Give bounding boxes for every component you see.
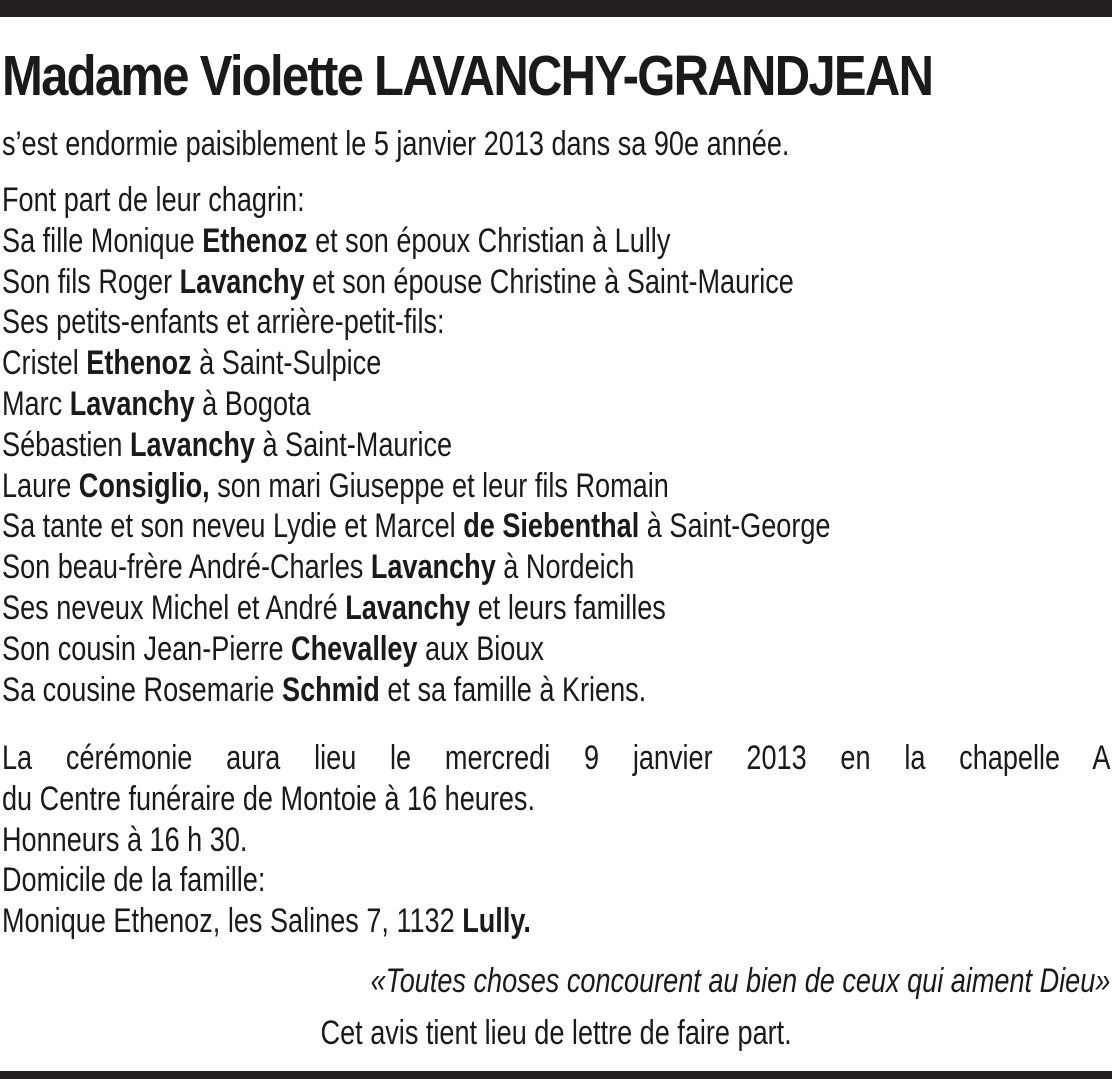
family-heading: Font part de leur chagrin: [2, 181, 305, 219]
family-line: Sa fille Monique Ethenoz et son époux Christian à Lully [2, 221, 671, 260]
family-line: Ses petits-enfants et arrière-petit-fils: [2, 303, 445, 342]
family-line: Son fils Roger Lavanchy et son épouse Christine à Saint-Maurice [2, 262, 794, 301]
honours-text: Honneurs à 16 h 30. [2, 820, 248, 859]
notice-line: Cet avis tient lieu de lettre de faire part. [320, 1014, 792, 1052]
deceased-name: Madame Violette LAVANCHY-GRANDJEAN [2, 44, 933, 108]
family-line: Marc Lavanchy à Bogota [2, 384, 311, 423]
family-address: Monique Ethenoz, les Salines 7, 1132 Lully. [2, 902, 531, 941]
family-line: Son cousin Jean-Pierre Chevalley aux Bioux [2, 629, 544, 668]
ceremony-line-1: La cérémonie aura lieu le mercredi 9 janvier 2013 en la chapelle A [2, 739, 1111, 777]
family-surname: Lavanchy [345, 588, 471, 627]
family-line: Sa tante et son neveu Lydie et Marcel de Siebenthal à Saint-George [2, 507, 831, 546]
family-line: Sa cousine Rosemarie Schmid et sa famille à Kriens. [2, 670, 647, 709]
family-line: Laure Consiglio, son mari Giuseppe et leur fils Romain [2, 466, 669, 505]
family-surname: Lavanchy [179, 262, 305, 301]
ceremony-line-2: du Centre funéraire de Montoie à 16 heures. [2, 779, 535, 818]
bible-quote: «Toutes choses concourent au bien de ceux qui aiment Dieu» [370, 962, 1110, 1000]
family-line: Cristel Ethenoz à Saint-Sulpice [2, 344, 382, 383]
family-surname: Ethenoz [202, 221, 308, 260]
family-line: Sébastien Lavanchy à Saint-Maurice [2, 425, 453, 464]
bottom-rule [0, 1071, 1112, 1079]
domicile-label: Domicile de la famille: [2, 861, 266, 900]
notice-text [0, 1013, 1112, 1054]
top-rule [0, 0, 1112, 17]
family-line: Ses neveux Michel et André Lavanchy et leurs familles [2, 588, 666, 627]
family-line: Son beau-frère André-Charles Lavanchy à Nordeich [2, 548, 635, 587]
family-surname: Chevalley [291, 629, 418, 668]
intro-block [2, 124, 881, 165]
family-surname: Consiglio, [78, 466, 210, 505]
family-surname: Lavanchy [370, 548, 496, 587]
address-town: Lully. [462, 902, 531, 941]
family-surname: Lavanchy [69, 384, 195, 423]
family-surname: Lavanchy [129, 425, 255, 464]
family-surname: Schmid [281, 670, 380, 709]
ceremony-block [2, 738, 1111, 942]
family-surname: de Siebenthal [463, 507, 640, 546]
family-surname: Ethenoz [86, 344, 192, 383]
intro-text: s’est endormie paisiblement le 5 janvier 2013 dans sa 90e année. [2, 125, 790, 163]
family-list [2, 180, 881, 710]
